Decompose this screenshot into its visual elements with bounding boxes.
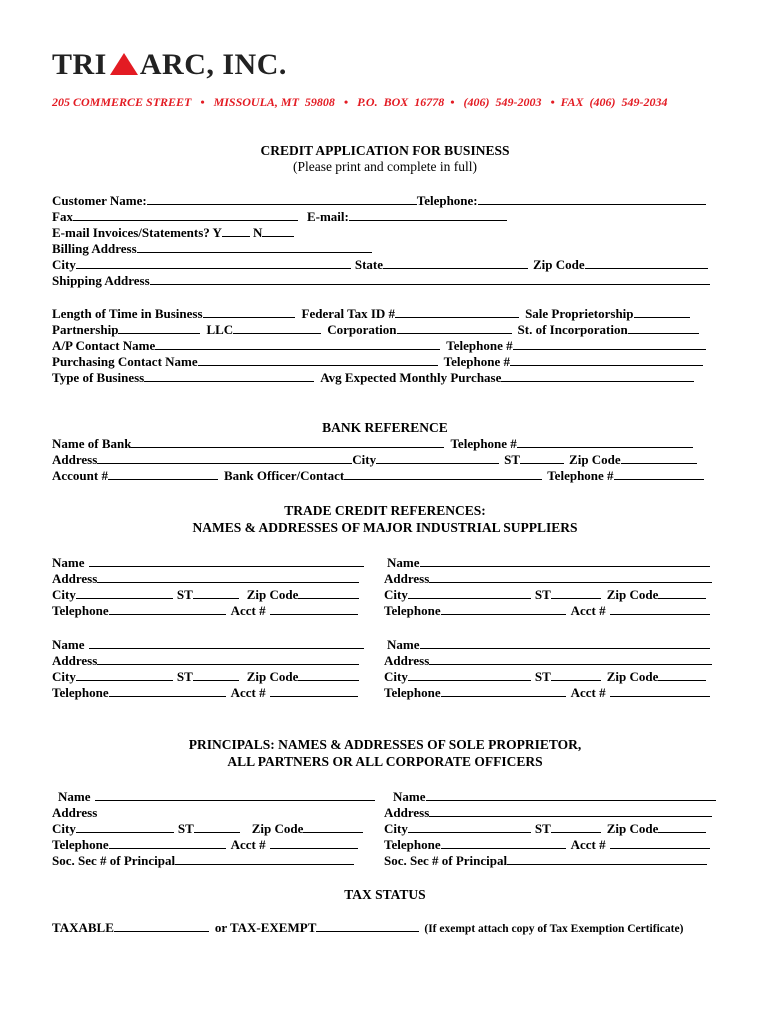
principal-2-address: Address — [384, 805, 712, 820]
row-customer-name: Customer Name: Telephone: — [52, 193, 706, 208]
row-email-invoices: E-mail Invoices/Statements? Y N — [52, 225, 294, 240]
trade-heading-2: NAMES & ADDRESSES OF MAJOR INDUSTRIAL SUPPLIERS — [192, 520, 578, 535]
trade4-name-field[interactable] — [420, 637, 710, 649]
fax-field[interactable] — [73, 209, 298, 221]
corporation-field[interactable] — [397, 322, 512, 334]
trade1-st-field[interactable] — [193, 587, 239, 599]
company-address: 205 COMMERCE STREET • MISSOULA, MT 59808 • P.O. BOX 16778 • (406) 549-2003 • FAX (406) 549-2034 — [52, 95, 668, 109]
principal-1-soc-sec: Soc. Sec # of Principal — [52, 853, 354, 868]
trade1-telephone-field[interactable] — [109, 603, 226, 615]
principal-1-address: Address — [52, 805, 98, 820]
trade3-acct-field[interactable] — [270, 685, 358, 697]
bank-telephone-field[interactable] — [517, 436, 693, 448]
row-bank-address: Address City ST Zip Code — [52, 452, 697, 467]
trade-ref-2-city: City ST Zip Code — [384, 587, 706, 602]
bank-account-field[interactable] — [108, 468, 218, 480]
principal2-soc-sec-field[interactable] — [507, 853, 707, 865]
trade-ref-1-telephone: Telephone Acct # — [52, 603, 358, 618]
principal2-city-field[interactable] — [408, 821, 531, 833]
trade3-name-field[interactable] — [89, 637, 364, 649]
trade3-telephone-field[interactable] — [109, 685, 226, 697]
principal2-address-field[interactable] — [429, 805, 712, 817]
trade2-telephone-field[interactable] — [441, 603, 566, 615]
llc-field[interactable] — [233, 322, 321, 334]
trade-ref-4-city: City ST Zip Code — [384, 669, 706, 684]
customer-name-field[interactable] — [147, 193, 417, 205]
tax-exempt-note: (If exempt attach copy of Tax Exemption Certificate) — [424, 923, 684, 935]
principal1-zip-field[interactable] — [303, 821, 363, 833]
row-city-state-zip: City State Zip Code — [52, 257, 708, 272]
trade-ref-1-address: Address — [52, 571, 359, 586]
tax-heading: TAX STATUS — [344, 887, 426, 902]
row-shipping-address: Shipping Address — [52, 273, 710, 288]
principal-1-telephone: Telephone Acct # — [52, 837, 358, 852]
principal-1-city: City ST Zip Code — [52, 821, 363, 836]
principals-heading-1: PRINCIPALS: NAMES & ADDRESSES OF SOLE PROPRIETOR, — [188, 737, 582, 752]
trade3-st-field[interactable] — [193, 669, 239, 681]
company-logo — [52, 50, 287, 80]
trade-ref-3-telephone: Telephone Acct # — [52, 685, 358, 700]
principal2-name-field[interactable] — [426, 789, 716, 801]
trade3-address-field[interactable] — [97, 653, 359, 665]
type-of-business-field[interactable] — [144, 370, 314, 382]
zip-field[interactable] — [585, 257, 708, 269]
row-ap-contact: A/P Contact Name Telephone # — [52, 338, 706, 353]
trade3-zip-field[interactable] — [298, 669, 359, 681]
trade-ref-2-address: Address — [384, 571, 712, 586]
customer-telephone-field[interactable] — [478, 193, 706, 205]
trade4-acct-field[interactable] — [610, 685, 710, 697]
shipping-address-field[interactable] — [150, 273, 710, 285]
principal-2-telephone: Telephone Acct # — [384, 837, 710, 852]
trade-ref-3-city: City ST Zip Code — [52, 669, 359, 684]
email-field[interactable] — [349, 209, 507, 221]
bank-zip-field[interactable] — [621, 452, 697, 464]
bank-officer-field[interactable] — [344, 468, 542, 480]
principal-2-name: Name — [384, 789, 716, 804]
principal1-st-field[interactable] — [194, 821, 240, 833]
principal1-name-field[interactable] — [95, 789, 375, 801]
state-field[interactable] — [383, 257, 528, 269]
trade1-name-field[interactable] — [89, 555, 364, 567]
principal-2-soc-sec: Soc. Sec # of Principal — [384, 853, 707, 868]
row-length-taxid: Length of Time in Business Federal Tax ID # Sale Proprietorship — [52, 306, 690, 321]
principal2-telephone-field[interactable] — [441, 837, 566, 849]
principal1-city-field[interactable] — [76, 821, 174, 833]
trade4-telephone-field[interactable] — [441, 685, 566, 697]
row-fax-email: Fax E-mail: — [52, 209, 507, 224]
bank-name-field[interactable] — [131, 436, 444, 448]
triangle-logo-icon — [110, 53, 138, 75]
taxable-field[interactable] — [114, 920, 209, 932]
trade-ref-3-name: Name — [52, 637, 364, 652]
trade-ref-4-name: Name — [384, 637, 710, 652]
principal1-soc-sec-field[interactable] — [175, 853, 354, 865]
bank-heading: BANK REFERENCE — [322, 420, 448, 435]
trade2-address-field[interactable] — [429, 571, 712, 583]
trade4-city-field[interactable] — [408, 669, 531, 681]
trade1-zip-field[interactable] — [298, 587, 359, 599]
trade-ref-2-name: Name — [384, 555, 710, 570]
principal-1-name: Name — [52, 789, 375, 804]
avg-purchase-field[interactable] — [501, 370, 694, 382]
trade2-st-field[interactable] — [551, 587, 601, 599]
principal1-acct-field[interactable] — [270, 837, 358, 849]
purchasing-contact-field[interactable] — [198, 354, 438, 366]
st-incorp-field[interactable] — [628, 322, 699, 334]
form-title: CREDIT APPLICATION FOR BUSINESS — [260, 143, 510, 158]
trade2-acct-field[interactable] — [610, 603, 710, 615]
trade-ref-1-city: City ST Zip Code — [52, 587, 359, 602]
principal2-acct-field[interactable] — [610, 837, 710, 849]
trade-heading-1: TRADE CREDIT REFERENCES: — [284, 503, 486, 518]
row-bank-name: Name of Bank Telephone # — [52, 436, 693, 451]
company-name-part2: ARC, INC. — [139, 48, 287, 81]
form-subtitle: (Please print and complete in full) — [292, 159, 478, 174]
trade2-name-field[interactable] — [420, 555, 710, 567]
trade2-city-field[interactable] — [408, 587, 531, 599]
purchasing-telephone-field[interactable] — [510, 354, 703, 366]
federal-tax-id-field[interactable] — [395, 306, 519, 318]
row-tax-status: TAXABLE or TAX-EXEMPT (If exempt attach copy of Tax Exemption Certificate) — [52, 920, 684, 935]
trade4-st-field[interactable] — [551, 669, 601, 681]
bank-officer-telephone-field[interactable] — [614, 468, 704, 480]
sole-prop-field[interactable] — [634, 306, 690, 318]
principals-heading-2: ALL PARTNERS OR ALL CORPORATE OFFICERS — [227, 754, 543, 769]
row-purchasing-contact: Purchasing Contact Name Telephone # — [52, 354, 703, 369]
tax-exempt-field[interactable] — [316, 920, 419, 932]
principal-2-city: City ST Zip Code — [384, 821, 706, 836]
principal1-telephone-field[interactable] — [109, 837, 226, 849]
trade1-address-field[interactable] — [97, 571, 359, 583]
length-of-time-field[interactable] — [203, 306, 295, 318]
billing-address-field[interactable] — [137, 241, 372, 253]
trade-ref-1-name: Name — [52, 555, 364, 570]
principal2-st-field[interactable] — [551, 821, 601, 833]
bank-city-field[interactable] — [376, 452, 499, 464]
bank-address-field[interactable] — [97, 452, 352, 464]
email-invoices-no-field[interactable] — [262, 225, 294, 237]
company-name-part1: TRI — [52, 48, 107, 81]
partnership-field[interactable] — [118, 322, 200, 334]
trade1-city-field[interactable] — [76, 587, 173, 599]
trade-ref-4-address: Address — [384, 653, 712, 668]
row-type-business: Type of Business Avg Expected Monthly Purchase — [52, 370, 694, 385]
trade2-zip-field[interactable] — [658, 587, 706, 599]
trade-ref-2-telephone: Telephone Acct # — [384, 603, 710, 618]
city-field[interactable] — [76, 257, 351, 269]
ap-telephone-field[interactable] — [513, 338, 706, 350]
row-billing-address: Billing Address — [52, 241, 372, 256]
trade3-city-field[interactable] — [76, 669, 173, 681]
email-invoices-yes-field[interactable] — [222, 225, 250, 237]
row-partnership: Partnership LLC Corporation St. of Incorporation — [52, 322, 699, 337]
trade-ref-3-address: Address — [52, 653, 359, 668]
trade4-address-field[interactable] — [429, 653, 712, 665]
row-bank-account: Account # Bank Officer/Contact Telephone # — [52, 468, 704, 483]
trade4-zip-field[interactable] — [658, 669, 706, 681]
principal2-zip-field[interactable] — [658, 821, 706, 833]
ap-contact-field[interactable] — [155, 338, 440, 350]
trade-ref-4-telephone: Telephone Acct # — [384, 685, 710, 700]
trade1-acct-field[interactable] — [270, 603, 358, 615]
bank-st-field[interactable] — [520, 452, 564, 464]
